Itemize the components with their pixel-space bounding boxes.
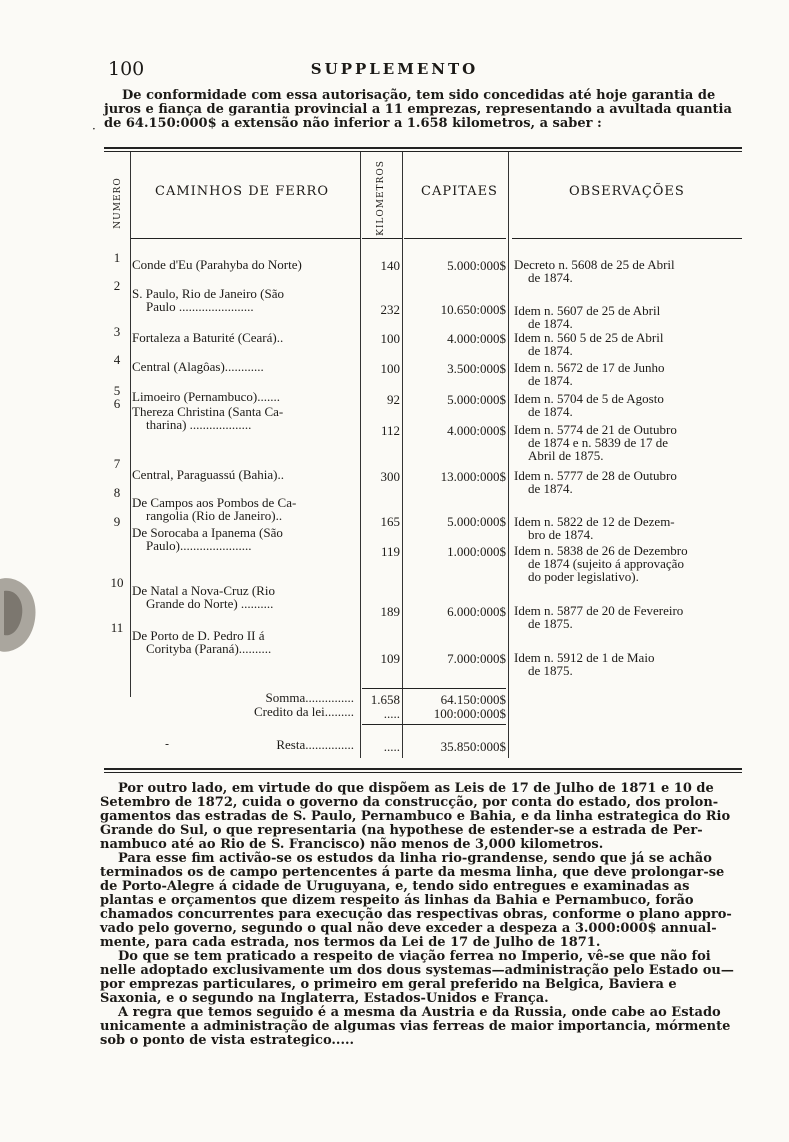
body-line: Grande do Sul, o que representaria (na hypothese de estender-se a estrada de Per- xyxy=(100,823,703,838)
railway-name: Thereza Christina (Santa Ca- tharina) ................... xyxy=(132,404,284,432)
row-observation: Decreto n. 5608 de 25 de Abril de 1874. xyxy=(514,257,675,285)
row-capital: 5.000:000$ xyxy=(447,258,506,273)
body-line: nambuco até ao Rio de S. Francisco) não menos de 3,000 kilometros. xyxy=(100,837,604,852)
body-line: sob o ponto de vista estrategico..... xyxy=(100,1033,355,1048)
credito-label: Credito da lei......... xyxy=(253,704,354,719)
body-line: chamados concurrentes para execução das respectivas obras, conforme o plano appro- xyxy=(100,907,732,922)
row-observation: Idem n. 5774 de 21 de Outubro de 1874 e n. 5839 de 17 de Abril de 1875. xyxy=(514,422,677,463)
row-observation: Idem n. 5777 de 28 de Outubro de 1874. xyxy=(514,468,677,496)
row-km: 189 xyxy=(380,604,400,619)
credito-capital: 100:000:000$ xyxy=(433,706,506,721)
running-header: SUPPLEMENTO xyxy=(310,60,479,78)
header-observacoes: OBSERVAÇÕES xyxy=(569,184,685,199)
railway-name: De Sorocaba a Ipanema (São Paulo)...................... xyxy=(132,525,283,553)
row-number: 10 xyxy=(110,575,124,590)
col-divider-num xyxy=(130,152,131,697)
table-top-rule xyxy=(104,147,742,149)
table-bottom-rule xyxy=(104,768,742,770)
scan-blot-image xyxy=(0,575,40,653)
intro-line: De conformidade com essa autorisação, tem sido concedidas até hoje garantia de xyxy=(122,88,716,103)
row-number: 2 xyxy=(113,278,121,293)
intro-line: juros e fiança de garantia provincial a 11 emprezas, representando a avultada quantia xyxy=(104,102,732,117)
header-rule-caminhos xyxy=(130,238,360,239)
row-observation: Idem n. 5838 de 26 de Dezembro de 1874 (sujeito á approvação do poder legislativo). xyxy=(514,543,688,584)
row-km: 112 xyxy=(380,423,400,438)
row-km: 100 xyxy=(380,361,400,376)
intro-paragraph xyxy=(104,89,744,131)
header-rule-obs xyxy=(512,238,742,239)
row-observation: Idem n. 5877 de 20 de Fevereiro de 1875. xyxy=(514,603,684,631)
row-km: 165 xyxy=(380,514,400,529)
header-numero: NUMERO xyxy=(113,177,123,229)
row-observation: Idem n. 560 5 de 25 de Abril de 1874. xyxy=(514,330,664,358)
somma-capital: 64.150:000$ xyxy=(440,692,506,707)
row-km: 109 xyxy=(380,651,400,666)
row-capital: 4.000:000$ xyxy=(447,331,506,346)
railway-name: De Natal a Nova-Cruz (Rio Grande do Norte) .......... xyxy=(132,583,275,611)
table-bottom-rule-thin xyxy=(104,772,742,773)
resta-rule xyxy=(362,724,506,725)
row-number: 9 xyxy=(113,514,121,529)
row-capital: 1.000:000$ xyxy=(447,544,506,559)
row-capital: 5.000:000$ xyxy=(447,392,506,407)
railway-name: De Campos aos Pombos de Ca- rangolia (Rio de Janeiro).. xyxy=(132,495,297,523)
railway-name: Limoeiro (Pernambuco)....... xyxy=(132,389,281,404)
resta-label: Resta............... xyxy=(276,737,354,752)
somma-label: Somma............... xyxy=(265,690,354,705)
row-km: 140 xyxy=(380,258,400,273)
resta-km: ..... xyxy=(383,739,400,754)
body-line: mente, para cada estrada, nos termos da Lei de 17 de Julho de 1871. xyxy=(100,935,601,950)
row-observation: Idem n. 5672 de 17 de Junho de 1874. xyxy=(514,360,665,388)
table-top-rule-thin xyxy=(104,151,742,152)
col-divider-km xyxy=(402,152,403,758)
row-observation: Idem n. 5704 de 5 de Agosto de 1874. xyxy=(514,391,664,419)
header-caminhos: CAMINHOS DE FERRO xyxy=(155,184,329,199)
row-number: 1 xyxy=(113,250,121,265)
row-number: 6 xyxy=(113,396,121,411)
railway-name: Central (Alagôas)............ xyxy=(132,359,264,374)
margin-mark: · xyxy=(92,122,96,136)
body-line: Para esse fim activão-se os estudos da linha rio-grandense, sendo que já se achão xyxy=(118,851,712,866)
row-observation: Idem n. 5912 de 1 de Maio de 1875. xyxy=(514,650,655,678)
row-observation: Idem n. 5607 de 25 de Abril de 1874. xyxy=(514,303,661,331)
body-line: Saxonia, e o segundo na Inglaterra, Estados-Unidos e França. xyxy=(100,991,549,1006)
row-capital: 5.000:000$ xyxy=(447,514,506,529)
row-capital: 4.000:000$ xyxy=(447,423,506,438)
railway-name: S. Paulo, Rio de Janeiro (São Paulo ....................... xyxy=(132,286,285,314)
row-capital: 13.000:000$ xyxy=(440,469,506,484)
body-paragraphs xyxy=(100,782,742,1048)
railway-name: Central, Paraguassú (Bahia).. xyxy=(132,467,284,482)
body-line: Do que se tem praticado a respeito de viação ferrea no Imperio, vê-se que não foi xyxy=(118,949,711,964)
row-capital: 3.500:000$ xyxy=(447,361,506,376)
row-number: 11 xyxy=(110,620,124,635)
row-observation: Idem n. 5822 de 12 de Dezem- bro de 1874. xyxy=(514,514,675,542)
col-divider-cap xyxy=(508,152,509,758)
railway-name: Fortaleza a Baturité (Ceará).. xyxy=(132,330,284,345)
row-km: 92 xyxy=(387,392,400,407)
row-km: 100 xyxy=(380,331,400,346)
row-number: 5 xyxy=(113,383,121,398)
totals-rule xyxy=(362,688,506,689)
body-line: de Porto-Alegre á cidade de Uruguyana, e, tendo sido entregues e examinadas as xyxy=(100,879,690,894)
row-capital: 10.650:000$ xyxy=(440,302,506,317)
col-divider-caminhos xyxy=(360,152,361,758)
margin-mark: - xyxy=(165,737,170,751)
railway-name: De Porto de D. Pedro II á Corityba (Paraná).......... xyxy=(132,628,272,656)
body-line: Por outro lado, em virtude do que dispõem as Leis de 17 de Julho de 1871 e 10 de xyxy=(118,781,714,796)
intro-line: de 64.150:000$ a extensão não inferior a 1.658 kilometros, a saber : xyxy=(104,116,602,131)
body-line: terminados os de campo pertencentes á parte da mesma linha, que deve prolongar-se xyxy=(100,865,725,880)
row-number: 8 xyxy=(113,485,121,500)
header-rule-cap xyxy=(404,238,506,239)
body-line: A regra que temos seguido é a mesma da Austria e da Russia, onde cabe ao Estado xyxy=(118,1005,721,1020)
header-capitaes: CAPITAES xyxy=(421,184,498,199)
row-number: 7 xyxy=(113,456,121,471)
body-line: vado pelo governo, segundo o qual não deve exceder a despeza a 3.000:000$ annual- xyxy=(100,921,717,936)
body-line: Setembro de 1872, cuida o governo da construcção, por conta do estado, dos prolon- xyxy=(100,795,719,810)
body-line: unicamente a administração de algumas vias ferreas de maior importancia, mórmente xyxy=(100,1019,731,1034)
row-number: 3 xyxy=(113,324,121,339)
row-capital: 7.000:000$ xyxy=(447,651,506,666)
header-rule-km xyxy=(362,238,402,239)
row-km: 232 xyxy=(380,302,400,317)
body-line: gamentos das estradas de S. Paulo, Pernambuco e Bahia, e da linha estrategica do Rio xyxy=(100,809,731,824)
somma-km: 1.658 xyxy=(370,692,400,707)
header-kilometros: KILOMETROS xyxy=(376,160,386,236)
credito-km: ..... xyxy=(383,706,400,721)
row-km: 300 xyxy=(380,469,400,484)
row-number: 4 xyxy=(113,352,121,367)
body-line: nelle adoptado exclusivamente um dos dous systemas—administração pelo Estado ou— xyxy=(100,963,734,978)
row-capital: 6.000:000$ xyxy=(447,604,506,619)
railway-name: Conde d'Eu (Parahyba do Norte) xyxy=(132,257,302,272)
row-km: 119 xyxy=(380,544,400,559)
resta-capital: 35.850:000$ xyxy=(440,739,506,754)
page-number: 100 xyxy=(108,58,145,80)
body-line: plantas e orçamentos que dizem respeito ás linhas da Bahia e Pernambuco, forão xyxy=(100,893,694,908)
body-line: por emprezas particulares, o primeiro em geral preferido na Belgica, Baviera e xyxy=(100,977,677,992)
